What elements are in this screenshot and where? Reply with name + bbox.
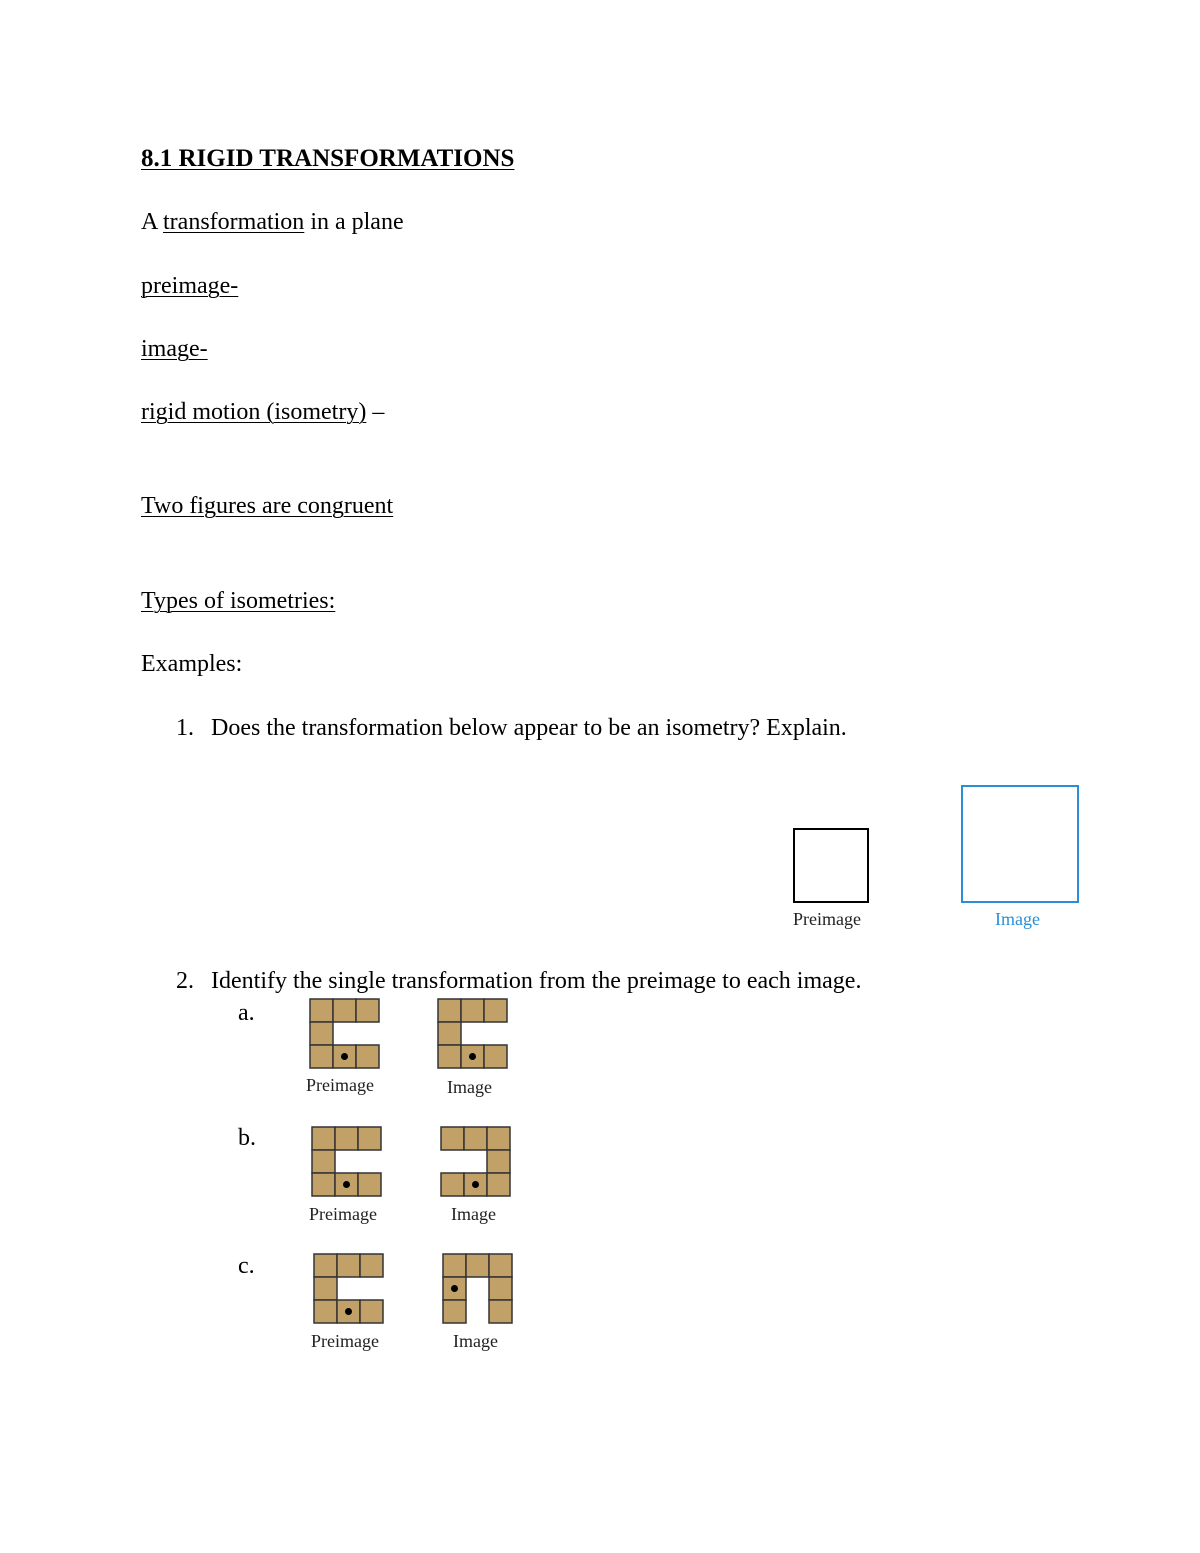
marker-dot — [451, 1285, 458, 1292]
rigid-motion-term: rigid motion (isometry) — [141, 399, 367, 425]
tile-square — [487, 1173, 510, 1196]
part-b-image-figure — [440, 1126, 512, 1198]
marker-dot — [472, 1181, 479, 1188]
tile-square — [312, 1173, 335, 1196]
part-a-image-caption: Image — [447, 1077, 492, 1097]
tile-square — [310, 999, 333, 1022]
q1-image-square — [961, 785, 1079, 903]
tile-square — [310, 1022, 333, 1045]
transformation-term: transformation — [163, 209, 305, 235]
tile-square — [356, 1045, 379, 1068]
tile-square — [314, 1300, 337, 1323]
tile-square — [310, 1045, 333, 1068]
part-c-image-figure — [442, 1253, 514, 1325]
tile-square — [461, 999, 484, 1022]
tile-square — [443, 1254, 466, 1277]
definition-congruent: Two figures are congruent — [141, 493, 394, 519]
tile-square — [360, 1254, 383, 1277]
rigid-motion-dash: – — [366, 399, 385, 425]
tile-square — [438, 1045, 461, 1068]
tile-square — [489, 1254, 512, 1277]
page-title: 8.1 RIGID TRANSFORMATIONS — [141, 145, 515, 172]
definition-preimage: preimage- — [141, 273, 239, 299]
definition-transformation — [141, 210, 404, 234]
tile-square — [314, 1277, 337, 1300]
definition-image: image- — [141, 336, 208, 362]
marker-dot — [343, 1181, 350, 1188]
tile-square — [312, 1127, 335, 1150]
definition-rigid-motion — [141, 400, 384, 424]
q1-image-caption: Image — [995, 909, 1040, 929]
q1-preimage-square — [793, 828, 869, 903]
tile-square — [438, 999, 461, 1022]
tile-square — [489, 1300, 512, 1323]
examples-label: Examples: — [141, 651, 243, 677]
tile-square — [489, 1277, 512, 1300]
part-c-preimage-caption: Preimage — [311, 1331, 379, 1351]
question-1-number: 1. — [176, 715, 194, 741]
part-b-preimage-figure — [311, 1126, 383, 1198]
tile-square — [360, 1300, 383, 1323]
tile-square — [335, 1127, 358, 1150]
part-a-image-figure — [437, 998, 509, 1070]
tile-square — [443, 1300, 466, 1323]
part-c-image-caption: Image — [453, 1331, 498, 1351]
tile-square — [438, 1022, 461, 1045]
question-2-text: Identify the single transformation from the preimage to each image. — [211, 968, 862, 994]
tile-square — [441, 1127, 464, 1150]
tile-square — [312, 1150, 335, 1173]
question-2-number: 2. — [176, 968, 194, 994]
types-of-isometries: Types of isometries: — [141, 588, 336, 614]
tile-square — [441, 1173, 464, 1196]
part-b-preimage-caption: Preimage — [309, 1204, 377, 1224]
part-c-label: c. — [238, 1253, 255, 1279]
tile-square — [484, 1045, 507, 1068]
tile-square — [358, 1173, 381, 1196]
part-b-image-caption: Image — [451, 1204, 496, 1224]
part-a-preimage-caption: Preimage — [306, 1075, 374, 1095]
marker-dot — [341, 1053, 348, 1060]
question-1-text: Does the transformation below appear to be an isometry? Explain. — [211, 715, 847, 741]
tile-square — [358, 1127, 381, 1150]
part-a-preimage-figure — [309, 998, 381, 1070]
tile-square — [487, 1150, 510, 1173]
tile-square — [337, 1254, 360, 1277]
tile-square — [484, 999, 507, 1022]
tile-square — [333, 999, 356, 1022]
tile-square — [464, 1127, 487, 1150]
tile-square — [356, 999, 379, 1022]
tile-square — [487, 1127, 510, 1150]
q1-preimage-caption: Preimage — [793, 909, 861, 929]
part-b-label: b. — [238, 1125, 256, 1151]
transformation-prefix: A — [141, 209, 164, 235]
marker-dot — [345, 1308, 352, 1315]
marker-dot — [469, 1053, 476, 1060]
tile-square — [314, 1254, 337, 1277]
transformation-suffix: in a plane — [304, 209, 404, 235]
tile-square — [466, 1254, 489, 1277]
part-a-label: a. — [238, 1000, 255, 1026]
part-c-preimage-figure — [313, 1253, 385, 1325]
